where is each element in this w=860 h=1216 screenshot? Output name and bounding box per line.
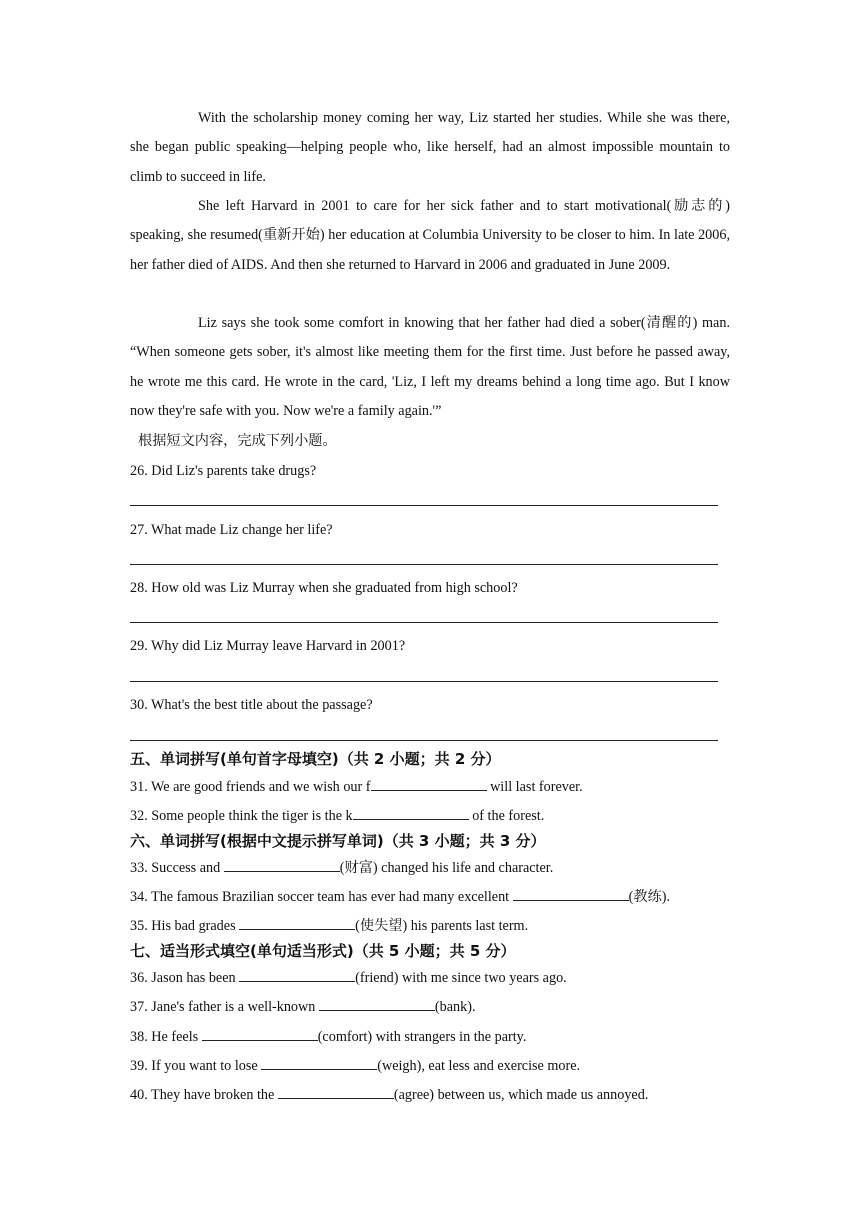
blank-38[interactable]: [202, 1027, 318, 1041]
section-7-title: 七、适当形式填空(单句适当形式)（共 5 小题；共 5 分）: [130, 942, 516, 960]
section-5-title: 五、单词拼写(单句首字母填空)（共 2 小题；共 2 分）: [130, 750, 501, 768]
passage-paragraph-2: She left Harvard in 2001 to care for her sick father and to start motivational(励志的) speaking, she resumed(重新开始) her education at Columbia University to be closer to him. In late 2006, her father died of AIDS. And then she returned to Harvard in 2006 and graduated in June 2009.: [130, 198, 730, 273]
passage-paragraph-1: With the scholarship money coming her way, Liz started her studies. While she was there, she began public speaking—helping people who, like herself, had an almost impossible mountain to climb to succeed in life.: [130, 110, 730, 185]
question-35: [130, 916, 528, 935]
passage-paragraph-3: Liz says she took some comfort in knowing that her father had died a sober(清醒的) man. “When someone gets sober, it's almost like meeting them for the first time. Just before he passed away, he wrote me this card. He wrote in the card, 'Liz, I left my dreams behind a long time ago. But I know now they're safe with you. Now we're a family again.'”: [130, 315, 730, 419]
instruction: 根据短文内容，完成下列小题。: [138, 433, 337, 449]
blank-33[interactable]: [224, 858, 340, 872]
question-28: 28. How old was Liz Murray when she graduated from high school?: [130, 580, 518, 596]
blank-36[interactable]: [239, 968, 355, 982]
question-38-rest: (comfort) with strangers in the party.: [317, 1029, 527, 1045]
question-39-text: 39. If you want to lose: [130, 1058, 262, 1074]
question-33-text: 33. Success and: [130, 860, 224, 876]
blank-40[interactable]: [278, 1085, 394, 1099]
answer-line-27[interactable]: [130, 564, 718, 565]
answer-line-28[interactable]: [130, 622, 718, 623]
question-34-text: 34. The famous Brazilian soccer team has ever had many excellent: [130, 889, 513, 905]
question-40: [130, 1085, 648, 1104]
answer-line-30[interactable]: [130, 740, 718, 741]
question-29: 29. Why did Liz Murray leave Harvard in 2001?: [130, 638, 406, 654]
question-39-rest: (weigh), eat less and exercise more.: [377, 1058, 581, 1074]
question-35-text: 35. His bad grades: [130, 918, 240, 934]
question-37-text: 37. Jane's father is a well-known: [130, 999, 319, 1015]
question-31-text: 31. We are good friends and we wish our f: [130, 779, 371, 795]
question-35-rest: (使失望) his parents last term.: [355, 918, 529, 934]
question-27: 27. What made Liz change her life?: [130, 522, 333, 538]
question-36: [130, 968, 567, 987]
blank-31[interactable]: [371, 777, 487, 791]
answer-line-26[interactable]: [130, 505, 718, 506]
question-33-rest: (财富) changed his life and character.: [339, 860, 554, 876]
answer-line-29[interactable]: [130, 681, 718, 682]
question-40-text: 40. They have broken the: [130, 1087, 278, 1103]
question-32-rest: of the forest.: [468, 808, 545, 824]
question-37-rest: (bank).: [434, 999, 476, 1015]
question-36-rest: (friend) with me since two years ago.: [355, 970, 567, 986]
section-6-title: 六、单词拼写(根据中文提示拼写单词)（共 3 小题；共 3 分）: [130, 832, 546, 850]
question-31-rest: will last forever.: [486, 779, 583, 795]
blank-35[interactable]: [239, 916, 355, 930]
question-34: [130, 887, 670, 906]
blank-37[interactable]: [319, 997, 435, 1011]
question-40-rest: (agree) between us, which made us annoyed.: [393, 1087, 649, 1103]
blank-39[interactable]: [261, 1056, 377, 1070]
blank-34[interactable]: [513, 887, 629, 901]
question-37: [130, 997, 476, 1016]
question-26: 26. Did Liz's parents take drugs?: [130, 463, 317, 479]
question-36-text: 36. Jason has been: [130, 970, 240, 986]
blank-32[interactable]: [353, 806, 469, 820]
question-32-text: 32. Some people think the tiger is the k: [130, 808, 353, 824]
question-38: [130, 1027, 526, 1046]
question-32: [130, 806, 544, 825]
question-30: 30. What's the best title about the passage?: [130, 697, 373, 713]
question-39: [130, 1056, 580, 1075]
question-33: [130, 858, 553, 877]
question-31: [130, 777, 583, 796]
question-38-text: 38. He feels: [130, 1029, 202, 1045]
question-34-rest: (教练).: [628, 889, 671, 905]
